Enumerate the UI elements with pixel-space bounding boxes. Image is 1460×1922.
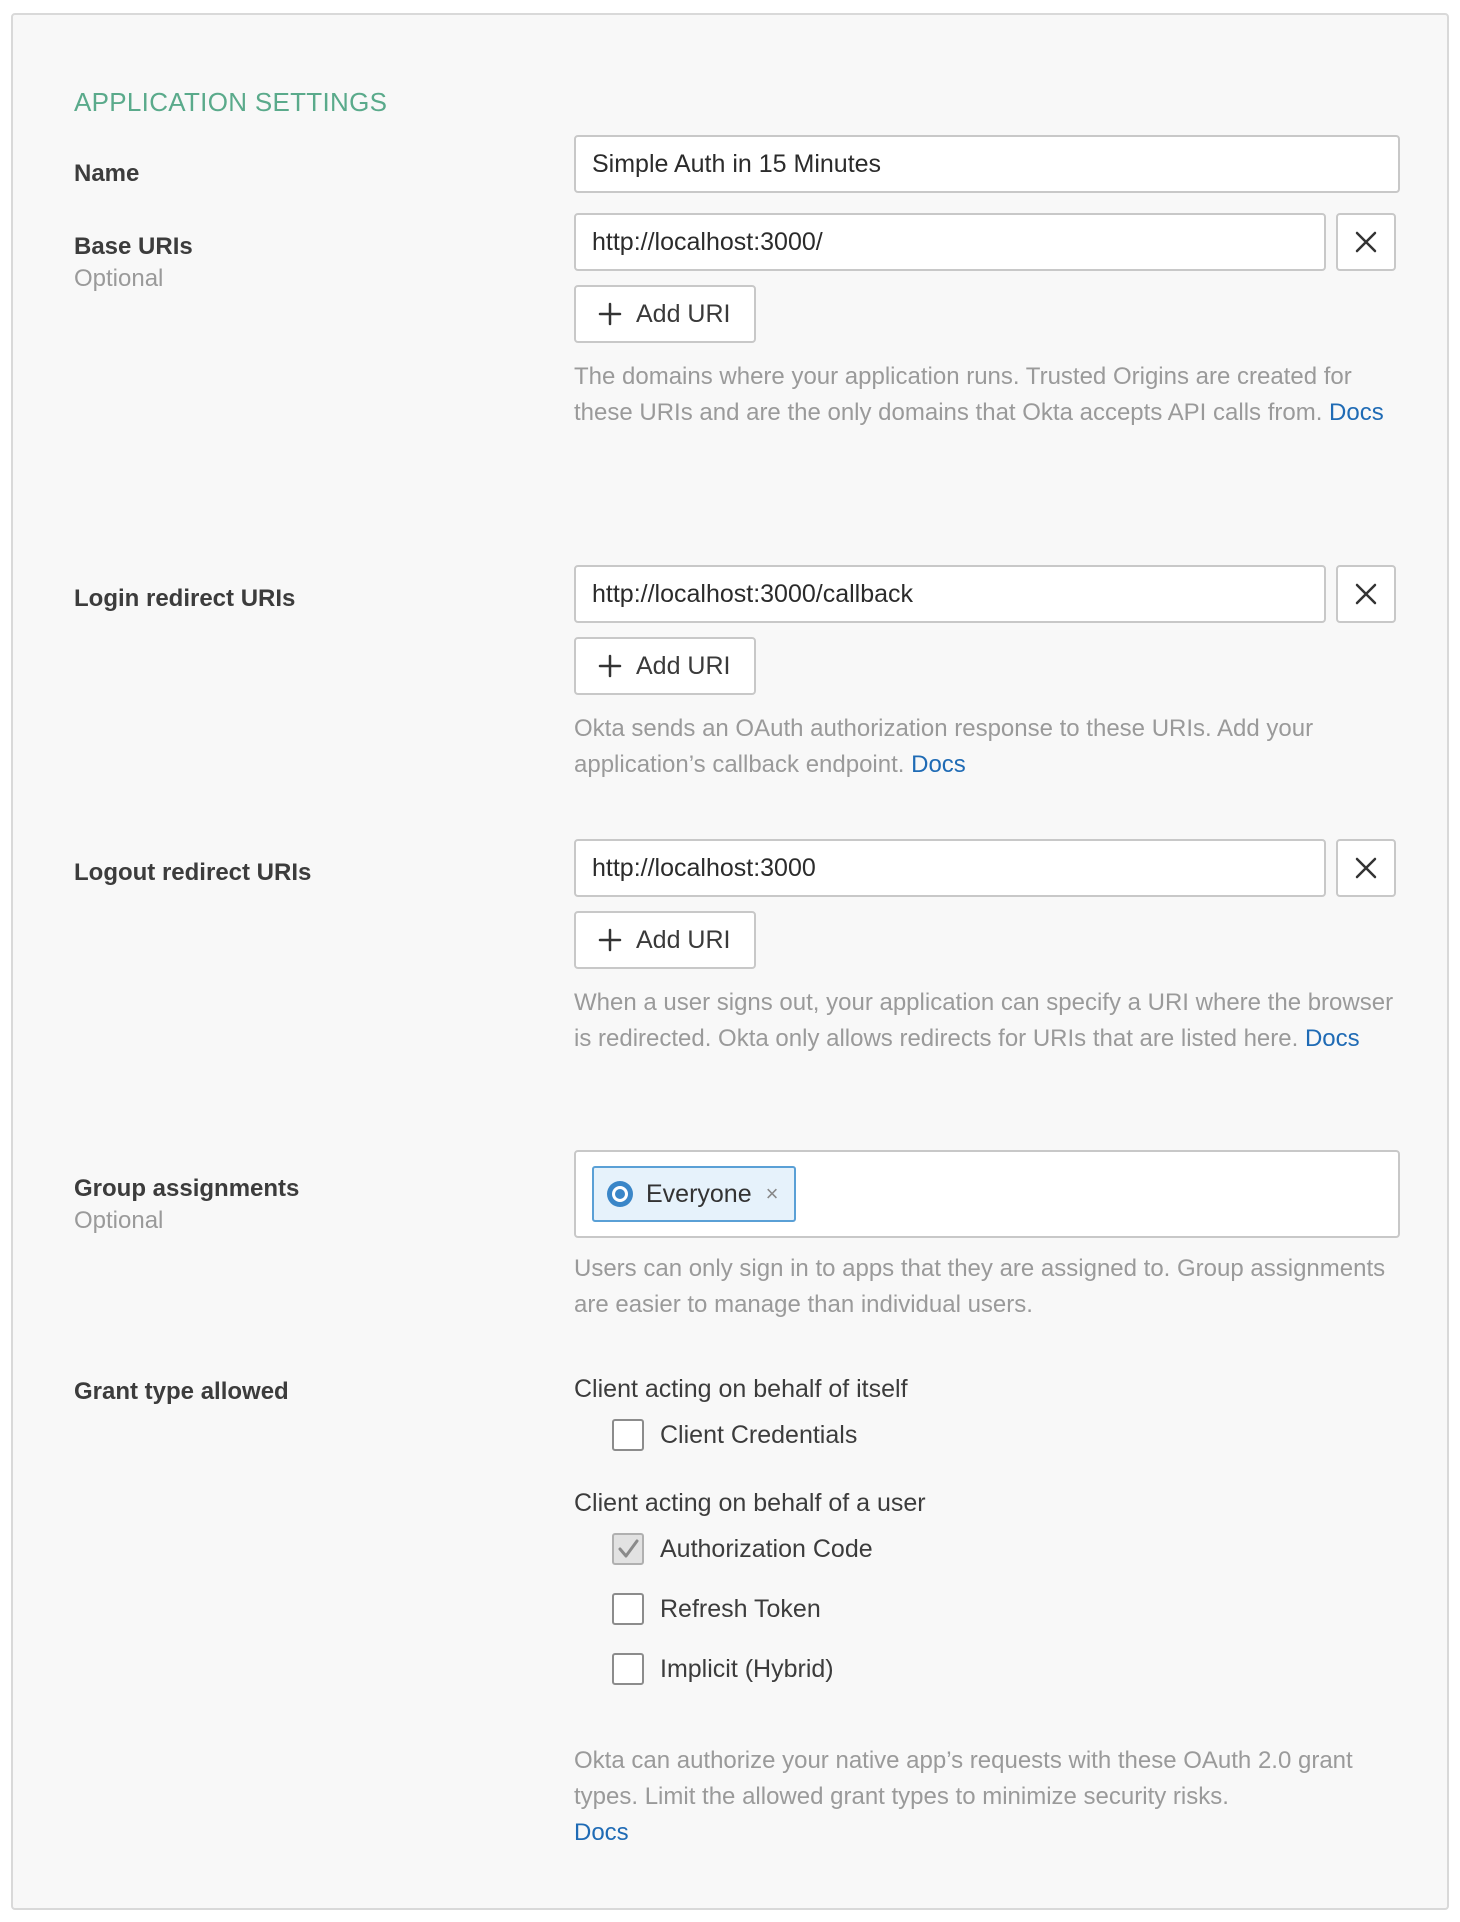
authorization-code-checkbox[interactable] <box>612 1533 644 1565</box>
base-uri-input[interactable] <box>574 213 1326 271</box>
logout-redirect-docs-link[interactable]: Docs <box>1304 1025 1360 1052</box>
base-uris-label: Base URIs <box>74 233 193 260</box>
client-credentials-option[interactable] <box>612 1419 857 1451</box>
authorization-code-option[interactable] <box>612 1533 873 1565</box>
add-base-uri-button[interactable] <box>574 285 756 343</box>
grant-itself-label: Client acting on behalf of itself <box>574 1375 908 1403</box>
login-redirect-help <box>574 711 1404 783</box>
group-assignments-input[interactable] <box>574 1150 1400 1238</box>
login-redirect-input[interactable] <box>574 565 1326 623</box>
add-uri-label: Add URI <box>636 299 731 328</box>
add-logout-redirect-button[interactable] <box>574 911 756 969</box>
section-title: APPLICATION SETTINGS <box>74 87 388 117</box>
group-assignments-help <box>574 1251 1404 1323</box>
refresh-token-label: Refresh Token <box>660 1594 821 1623</box>
group-chip-everyone[interactable] <box>592 1166 796 1222</box>
client-credentials-checkbox[interactable] <box>612 1419 644 1451</box>
group-assignments-label: Group assignments <box>74 1175 300 1202</box>
plus-icon <box>598 302 622 326</box>
grant-type-label: Grant type allowed <box>74 1378 289 1405</box>
base-uris-docs-link[interactable]: Docs <box>1329 399 1384 426</box>
application-settings-panel <box>11 13 1449 1910</box>
base-uris-optional: Optional <box>74 265 164 292</box>
name-label: Name <box>74 160 140 187</box>
checkmark-icon <box>616 1537 640 1561</box>
implicit-label: Implicit (Hybrid) <box>660 1654 834 1683</box>
remove-logout-redirect-button[interactable] <box>1336 839 1396 897</box>
logout-redirect-input[interactable] <box>574 839 1326 897</box>
implicit-checkbox[interactable] <box>612 1653 644 1685</box>
group-chip-label: Everyone <box>646 1179 752 1208</box>
grant-type-help <box>574 1743 1404 1851</box>
group-assignments-help-text: Users can only sign in to apps that they are assigned to. Group assignments are easier to manage than individual users. <box>574 1255 1386 1318</box>
logout-redirect-help-text: When a user signs out, your application can specify a URI where the browser is redirected. Okta only allows redirects for URIs that are listed here. <box>574 989 1394 1052</box>
login-redirect-label: Login redirect URIs <box>74 585 296 612</box>
grant-type-help-text: Okta can authorize your native app’s requests with these OAuth 2.0 grant types. Limit the allowed grant types to minimize security risks. <box>574 1747 1353 1810</box>
add-uri-label: Add URI <box>636 925 731 954</box>
name-input[interactable] <box>574 135 1400 193</box>
logout-redirect-label: Logout redirect URIs <box>74 859 312 886</box>
grant-user-label: Client acting on behalf of a user <box>574 1489 926 1517</box>
add-login-redirect-button[interactable] <box>574 637 756 695</box>
login-redirect-help-text: Okta sends an OAuth authorization response to these URIs. Add your application’s callback endpoint. <box>574 715 1314 778</box>
implicit-option[interactable] <box>612 1653 834 1685</box>
plus-icon <box>598 928 622 952</box>
group-icon <box>606 1180 634 1208</box>
remove-base-uri-button[interactable] <box>1336 213 1396 271</box>
chip-remove-icon[interactable]: × <box>765 1181 779 1206</box>
base-uris-help <box>574 359 1404 431</box>
group-assignments-optional: Optional <box>74 1207 164 1234</box>
close-icon <box>1355 857 1377 879</box>
refresh-token-checkbox[interactable] <box>612 1593 644 1625</box>
logout-redirect-help <box>574 985 1404 1057</box>
close-icon <box>1355 231 1377 253</box>
plus-icon <box>598 654 622 678</box>
grant-type-docs-link[interactable]: Docs <box>574 1819 629 1846</box>
refresh-token-option[interactable] <box>612 1593 821 1625</box>
add-uri-label: Add URI <box>636 651 731 680</box>
remove-login-redirect-button[interactable] <box>1336 565 1396 623</box>
base-uris-help-text: The domains where your application runs. Trusted Origins are created for these URIs and are the only domains that Okta accepts API calls from. <box>574 363 1352 426</box>
authorization-code-label: Authorization Code <box>660 1534 873 1563</box>
login-redirect-docs-link[interactable]: Docs <box>911 751 966 778</box>
close-icon <box>1355 583 1377 605</box>
client-credentials-label: Client Credentials <box>660 1420 858 1449</box>
